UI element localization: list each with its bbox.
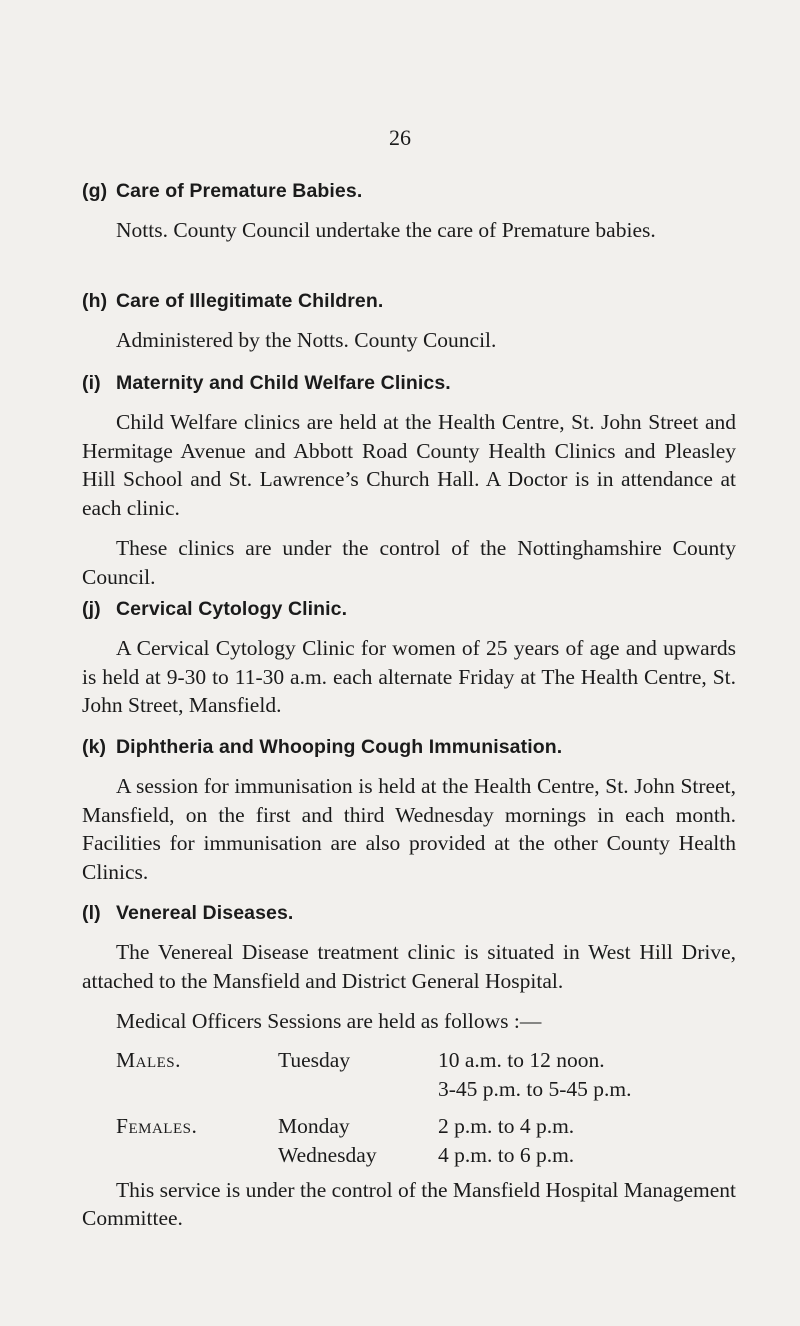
section-letter: (i) bbox=[82, 372, 101, 394]
schedule-time: 3-45 p.m. to 5-45 p.m. bbox=[438, 1076, 632, 1101]
schedule-row bbox=[82, 1141, 736, 1170]
section-paragraph: Administered by the Notts. County Council. bbox=[116, 328, 497, 352]
section-letter: (k) bbox=[82, 736, 107, 758]
section-letter: (h) bbox=[82, 290, 108, 312]
schedule-day: Monday bbox=[278, 1113, 350, 1138]
section-paragraph: A Cervical Cytology Clinic for women of 25 years of age and upwards is held at 9-30 to 11-30 a.m. each alternate Friday at The Health Centre, St. John Street, Mansfield. bbox=[82, 636, 736, 717]
section-title: Maternity and Child Welfare Clinics. bbox=[116, 372, 451, 394]
sessions-intro: Medical Officers Sessions are held as follows :— bbox=[116, 1009, 542, 1033]
section-heading bbox=[82, 178, 736, 204]
section-letter: (l) bbox=[82, 902, 101, 924]
section-heading bbox=[82, 734, 736, 760]
section-paragraph: These clinics are under the control of the Nottinghamshire County Council. bbox=[82, 536, 736, 589]
schedule-group-empty bbox=[82, 1075, 278, 1104]
section-title: Diphtheria and Whooping Cough Immunisation. bbox=[116, 736, 563, 758]
schedule-group-males: Males. bbox=[116, 1047, 181, 1072]
section-diphtheria-immunisation bbox=[82, 734, 736, 886]
schedule-row bbox=[82, 1075, 736, 1104]
section-heading bbox=[82, 900, 736, 926]
schedule-day: Wednesday bbox=[278, 1142, 377, 1167]
section-paragraph: Notts. County Council undertake the care of Premature babies. bbox=[116, 218, 656, 242]
closing-paragraph: This service is under the control of the Mansfield Hospital Management Committee. bbox=[82, 1177, 736, 1230]
schedule-row bbox=[82, 1112, 736, 1141]
schedule-time: 4 p.m. to 6 p.m. bbox=[438, 1142, 575, 1167]
section-title: Care of Illegitimate Children. bbox=[116, 290, 384, 312]
section-title: Care of Premature Babies. bbox=[116, 180, 363, 202]
section-maternity-child-welfare bbox=[82, 370, 736, 591]
schedule-time: 2 p.m. to 4 p.m. bbox=[438, 1113, 575, 1138]
schedule-row bbox=[82, 1046, 736, 1075]
section-paragraph: The Venereal Disease treatment clinic is situated in West Hill Drive, attached to the Mansfield and District General Hospital. bbox=[82, 940, 736, 993]
section-title: Cervical Cytology Clinic. bbox=[116, 598, 348, 620]
section-heading bbox=[82, 288, 736, 314]
section-letter: (g) bbox=[82, 180, 108, 202]
section-letter: (j) bbox=[82, 598, 101, 620]
section-venereal-diseases bbox=[82, 900, 736, 1233]
schedule-day: Tuesday bbox=[278, 1047, 351, 1072]
section-heading bbox=[82, 370, 736, 396]
schedule-group-empty bbox=[82, 1141, 278, 1170]
page-number: 26 bbox=[389, 125, 411, 150]
schedule-time: 10 a.m. to 12 noon. bbox=[438, 1047, 605, 1072]
session-schedule bbox=[82, 1046, 736, 1170]
section-illegitimate-children bbox=[82, 288, 736, 355]
schedule-group-females: Females. bbox=[116, 1113, 198, 1138]
section-paragraph: A session for immunisation is held at the Health Centre, St. John Street, Mansfield, on the first and third Wednesday mornings in each month. Facilities for immunisation are also provided at the other County Health Clinics. bbox=[82, 774, 736, 884]
section-heading bbox=[82, 596, 736, 622]
section-premature-babies bbox=[82, 178, 736, 245]
section-title: Venereal Diseases. bbox=[116, 902, 294, 924]
schedule-day-empty bbox=[278, 1075, 438, 1104]
section-cervical-cytology bbox=[82, 596, 736, 720]
schedule-gap bbox=[82, 1104, 736, 1112]
section-paragraph: Child Welfare clinics are held at the Health Centre, St. John Street and Hermitage Avenue and Abbott Road County Health Clinics and Pleasley Hill School and St. Lawrence’s Church Hall. A Doctor is in attendance at each clinic. bbox=[82, 410, 736, 520]
